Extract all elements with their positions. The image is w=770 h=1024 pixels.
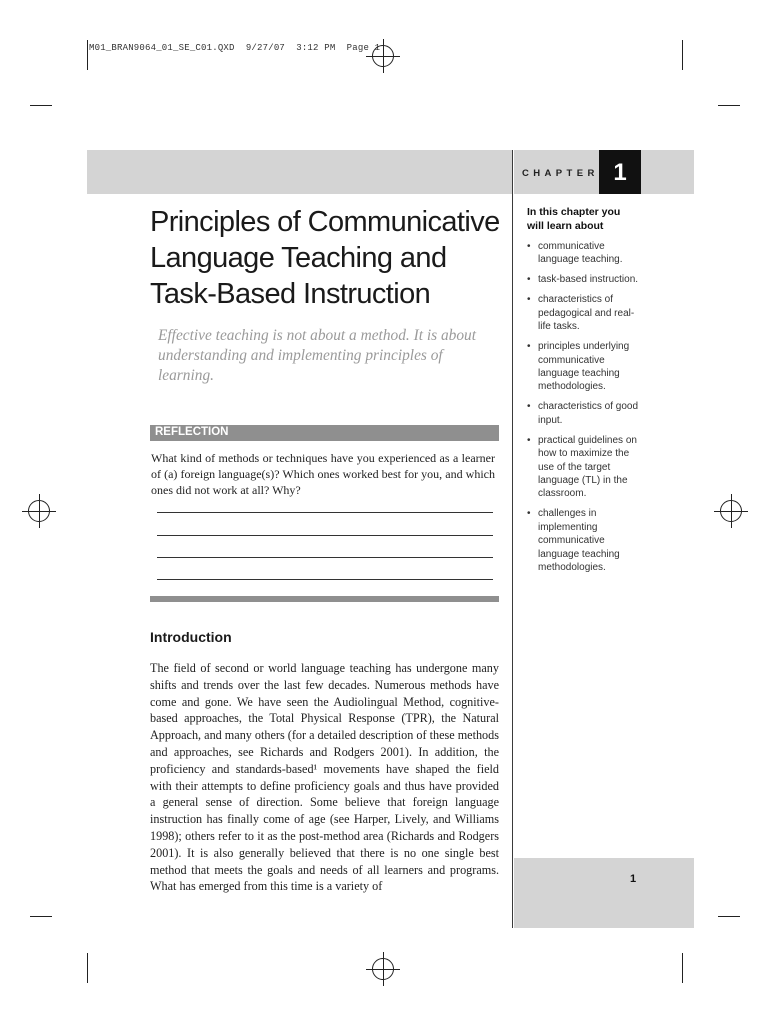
chapter-title: Principles of Communicative Language Teaching and Task-Based Instruction	[150, 206, 500, 310]
crop-mark	[87, 953, 88, 983]
answer-line	[157, 512, 493, 513]
answer-line	[157, 579, 493, 580]
section-heading: Introduction	[150, 629, 232, 645]
answer-line	[157, 535, 493, 536]
registration-mark	[372, 958, 394, 980]
epigraph: Effective teaching is not about a method. It is about understanding and implementing principles of learning.	[158, 327, 477, 384]
answer-line	[157, 557, 493, 558]
crop-mark	[718, 105, 740, 106]
footer-band	[514, 858, 694, 928]
reflection-header	[150, 425, 499, 441]
list-item: • communicative language teaching.	[527, 240, 643, 267]
header-band	[87, 150, 512, 194]
registration-mark	[720, 500, 742, 522]
page-number: 1	[630, 873, 637, 885]
list-item: • characteristics of pedagogical and real-life tasks.	[527, 293, 643, 333]
crop-mark	[30, 916, 52, 917]
crop-mark	[87, 40, 88, 70]
list-item: • principles underlying communicative language teaching methodologies.	[527, 340, 643, 394]
body-paragraph: The field of second or world language teaching has undergone many shifts and trends over the last few decades. Numerous methods have come and gone. We have seen the Audiolingual Method, cognitive-based approaches, the Total Physical Response (TPR), the Natural Approach, and many others (for a detailed description of these methods and approaches, see Richards and Rodgers 2001). In addition, the proficiency and standards-based¹ movements have shaped the field with their attempts to define proficiency goals and thus have provided a general sense of direction. Some believe that foreign language instruction has finally come of age (see Harper, Lively, and Williams 1998); others refer to it as the post-method area (Richards and Rodgers 2001). It is also generally believed that there is no one single best method that meets the goals and needs of all learners and programs. What has emerged from this time is a variety of	[150, 661, 499, 894]
crop-mark	[682, 40, 683, 70]
sidebar-divider	[512, 150, 513, 928]
sidebar-heading: In this chapter you will learn about	[527, 206, 621, 232]
crop-mark	[718, 916, 740, 917]
list-item: • challenges in implementing communicative language teaching methodologies.	[527, 507, 643, 574]
reflection-prompt: What kind of methods or techniques have you experienced as a learner of (a) foreign language(s)? Which ones worked best for you, and which ones did not work at all? Why?	[151, 451, 495, 497]
chapter-number: 1	[599, 150, 641, 194]
list-item: • practical guidelines on how to maximize the use of the target language (TL) in the classroom.	[527, 434, 643, 501]
reflection-bottom-rule	[150, 596, 499, 602]
list-item: • characteristics of good input.	[527, 400, 643, 427]
crop-mark	[30, 105, 52, 106]
reflection-heading: REFLECTION	[155, 426, 229, 438]
learning-objectives-list	[527, 240, 643, 581]
registration-mark	[28, 500, 50, 522]
printer-slug: M01_BRAN9064_01_SE_C01.QXD 9/27/07 3:12 PM Page 1	[89, 43, 381, 53]
registration-mark	[372, 45, 394, 67]
chapter-label: CHAPTER	[522, 168, 599, 179]
crop-mark	[682, 953, 683, 983]
list-item: • task-based instruction.	[527, 273, 643, 286]
